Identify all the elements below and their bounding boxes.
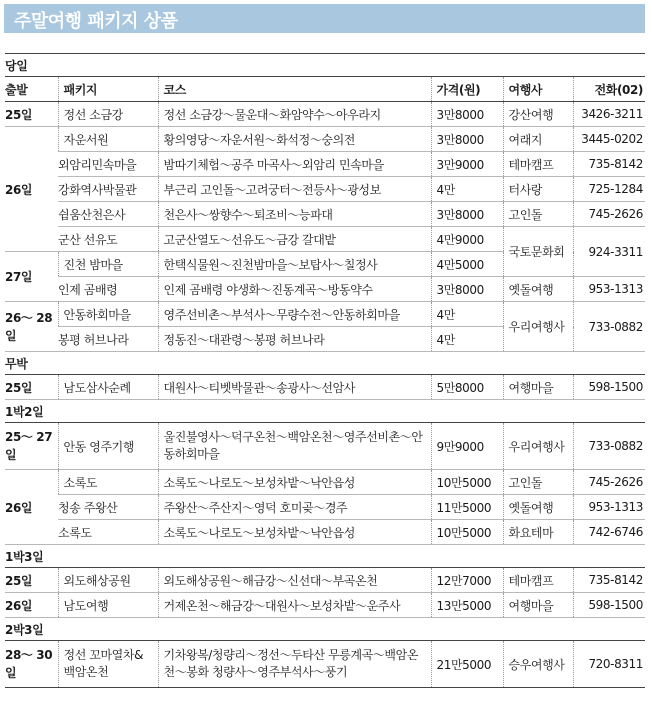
table-row: [5, 520, 645, 545]
agency-cell: 옛돌여행: [503, 495, 573, 520]
price-cell: 13만5000: [431, 593, 503, 618]
package-cell: 봉평 허브나라: [58, 327, 158, 352]
course-cell: 부근리 고인돌～고려궁터～전등사～광성보: [158, 177, 431, 202]
agency-cell: 승우여행사: [503, 641, 573, 688]
price-cell: 3만8000: [431, 102, 503, 127]
package-cell: 인제 곰배령: [58, 277, 158, 302]
date-cell: 28～ 30일: [5, 641, 58, 688]
phone-cell: 953-1313: [573, 495, 645, 520]
date-cell: 25일: [5, 568, 58, 593]
price-cell: 4만: [431, 327, 503, 352]
course-cell: 주왕산～주산지～영덕 호미곶～경주: [158, 495, 431, 520]
phone-cell: 3445-0202: [573, 127, 645, 152]
course-cell: 영주선비촌～부석사～무량수전～안동하회마을: [158, 302, 431, 327]
course-cell: 천은사～쌍향수～퇴조비～능파대: [158, 202, 431, 227]
phone-cell: 953-1313: [573, 277, 645, 302]
course-cell: 거제온천～해금강～대원사～보성차밭～운주사: [158, 593, 431, 618]
agency-cell: 여행마을: [503, 375, 573, 400]
section-row: [5, 352, 645, 375]
agency-cell: 고인돌: [503, 470, 573, 495]
header-phone: 전화(02): [573, 77, 645, 102]
price-cell: 12만7000: [431, 568, 503, 593]
course-cell: 고군산열도～선유도～금강 갈대밭: [158, 227, 431, 252]
price-cell: 4만: [431, 177, 503, 202]
agency-cell: 테마캠프: [503, 568, 573, 593]
agency-cell: 국토문화회: [503, 227, 573, 277]
section-row: [5, 54, 645, 77]
price-cell: 3만8000: [431, 277, 503, 302]
table-row: [5, 641, 645, 688]
phone-cell: 742-6746: [573, 520, 645, 545]
package-cell: 소록도: [58, 520, 158, 545]
table-row: [5, 375, 645, 400]
date-cell: 26일: [5, 127, 58, 252]
agency-cell: 테마캠프: [503, 152, 573, 177]
phone-cell: 745-2626: [573, 202, 645, 227]
header-price: 가격(원): [431, 77, 503, 102]
package-cell: 진천 밤마을: [58, 252, 158, 277]
agency-cell: 우리여행사: [503, 302, 573, 352]
price-cell: 3만8000: [431, 202, 503, 227]
package-cell: 외암리민속마을: [58, 152, 158, 177]
table-row: [5, 302, 645, 327]
phone-cell: 725-1284: [573, 177, 645, 202]
section-label: 1박3일: [5, 545, 645, 568]
page-title: 주말여행 패키지 상품: [14, 11, 178, 32]
agency-cell: 화요테마: [503, 520, 573, 545]
date-cell: 26일: [5, 593, 58, 618]
date-cell: 25～ 27일: [5, 423, 58, 470]
course-cell: 밤따기체험～공주 마곡사～외암리 민속마을: [158, 152, 431, 177]
package-cell: 자운서원: [58, 127, 158, 152]
phone-cell: 3426-3211: [573, 102, 645, 127]
agency-cell: 고인돌: [503, 202, 573, 227]
agency-cell: 강산여행: [503, 102, 573, 127]
section-row: [5, 400, 645, 423]
price-cell: 10만5000: [431, 470, 503, 495]
table-row: [5, 495, 645, 520]
section-label: 2박3일: [5, 618, 645, 641]
agency-cell: 터사랑: [503, 177, 573, 202]
package-cell: 남도삼사순례: [58, 375, 158, 400]
course-cell: 정선 소금강～물운대～화암약수～아우라지: [158, 102, 431, 127]
course-cell: 소록도～나로도～보성차밭～낙안읍성: [158, 520, 431, 545]
package-cell: 외도해상공원: [58, 568, 158, 593]
table-row: [5, 470, 645, 495]
price-cell: 4만5000: [431, 252, 503, 277]
table-row: [5, 227, 645, 252]
date-cell: 26～ 28일: [5, 302, 58, 352]
package-cell: 정선 꼬마열차& 백암온천: [58, 641, 158, 688]
header-date: 출발: [5, 77, 58, 102]
course-cell: 정동진～대관령～봉평 허브나라: [158, 327, 431, 352]
table-row: [5, 568, 645, 593]
phone-cell: 720-8311: [573, 641, 645, 688]
header-row: [5, 77, 645, 102]
phone-cell: 733-0882: [573, 423, 645, 470]
course-cell: 기차왕복/청량리～정선～두타산 무릉계곡～백암온천～봉화 청량사～영주부석사～풍기: [158, 641, 431, 688]
package-cell: 청송 주왕산: [58, 495, 158, 520]
package-cell: 정선 소금강: [58, 102, 158, 127]
section-label: 당일: [5, 54, 645, 77]
table-row: [5, 102, 645, 127]
price-cell: 10만5000: [431, 520, 503, 545]
phone-cell: 735-8142: [573, 152, 645, 177]
table-row: [5, 423, 645, 470]
package-cell: 군산 선유도: [58, 227, 158, 252]
agency-cell: 옛돌여행: [503, 277, 573, 302]
table-row: [5, 277, 645, 302]
course-cell: 외도해상공원～해금강～신선대～부곡온천: [158, 568, 431, 593]
date-cell: 25일: [5, 375, 58, 400]
course-cell: 황의영당～자운서원～화석정～숭의전: [158, 127, 431, 152]
package-cell: 안동하회마을: [58, 302, 158, 327]
table-row: [5, 127, 645, 152]
package-cell: 소록도: [58, 470, 158, 495]
price-cell: 9만9000: [431, 423, 503, 470]
price-cell: 3만9000: [431, 152, 503, 177]
table-row: [5, 593, 645, 618]
table-row: [5, 177, 645, 202]
price-cell: 4만: [431, 302, 503, 327]
package-cell: 쉼움산천은사: [58, 202, 158, 227]
phone-cell: 745-2626: [573, 470, 645, 495]
date-cell: 25일: [5, 102, 58, 127]
course-cell: 대원사～티벳박물관～송광사～선암사: [158, 375, 431, 400]
table-row: [5, 202, 645, 227]
section-row: [5, 545, 645, 568]
price-cell: 4만9000: [431, 227, 503, 252]
package-cell: 남도여행: [58, 593, 158, 618]
phone-cell: 924-3311: [573, 227, 645, 277]
price-cell: 11만5000: [431, 495, 503, 520]
course-cell: 소록도～나로도～보성차밭～낙안읍성: [158, 470, 431, 495]
package-cell: 안동 영주기행: [58, 423, 158, 470]
section-label: 1박2일: [5, 400, 645, 423]
title-bar: [4, 4, 645, 33]
package-table: [5, 53, 645, 688]
header-agency: 여행사: [503, 77, 573, 102]
price-cell: 21만5000: [431, 641, 503, 688]
phone-cell: 598-1500: [573, 593, 645, 618]
agency-cell: 여행마을: [503, 593, 573, 618]
course-cell: 한택식물원～진천밤마을～보탑사～칠정사: [158, 252, 431, 277]
price-cell: 5만8000: [431, 375, 503, 400]
date-cell: 27일: [5, 252, 58, 302]
price-cell: 3만8000: [431, 127, 503, 152]
section-row: [5, 618, 645, 641]
header-package: 패키지: [58, 77, 158, 102]
table-row: [5, 152, 645, 177]
date-cell: 26일: [5, 470, 58, 545]
phone-cell: 598-1500: [573, 375, 645, 400]
phone-cell: 735-8142: [573, 568, 645, 593]
course-cell: 인제 곰배령 야생화～진동계곡～방동약수: [158, 277, 431, 302]
phone-cell: 733-0882: [573, 302, 645, 352]
header-course: 코스: [158, 77, 431, 102]
section-label: 무박: [5, 352, 645, 375]
agency-cell: 우리여행사: [503, 423, 573, 470]
package-cell: 강화역사박물관: [58, 177, 158, 202]
course-cell: 울진불영사～덕구온천～백암온천～영주선비촌～안동하회마을: [158, 423, 431, 470]
agency-cell: 여래지: [503, 127, 573, 152]
